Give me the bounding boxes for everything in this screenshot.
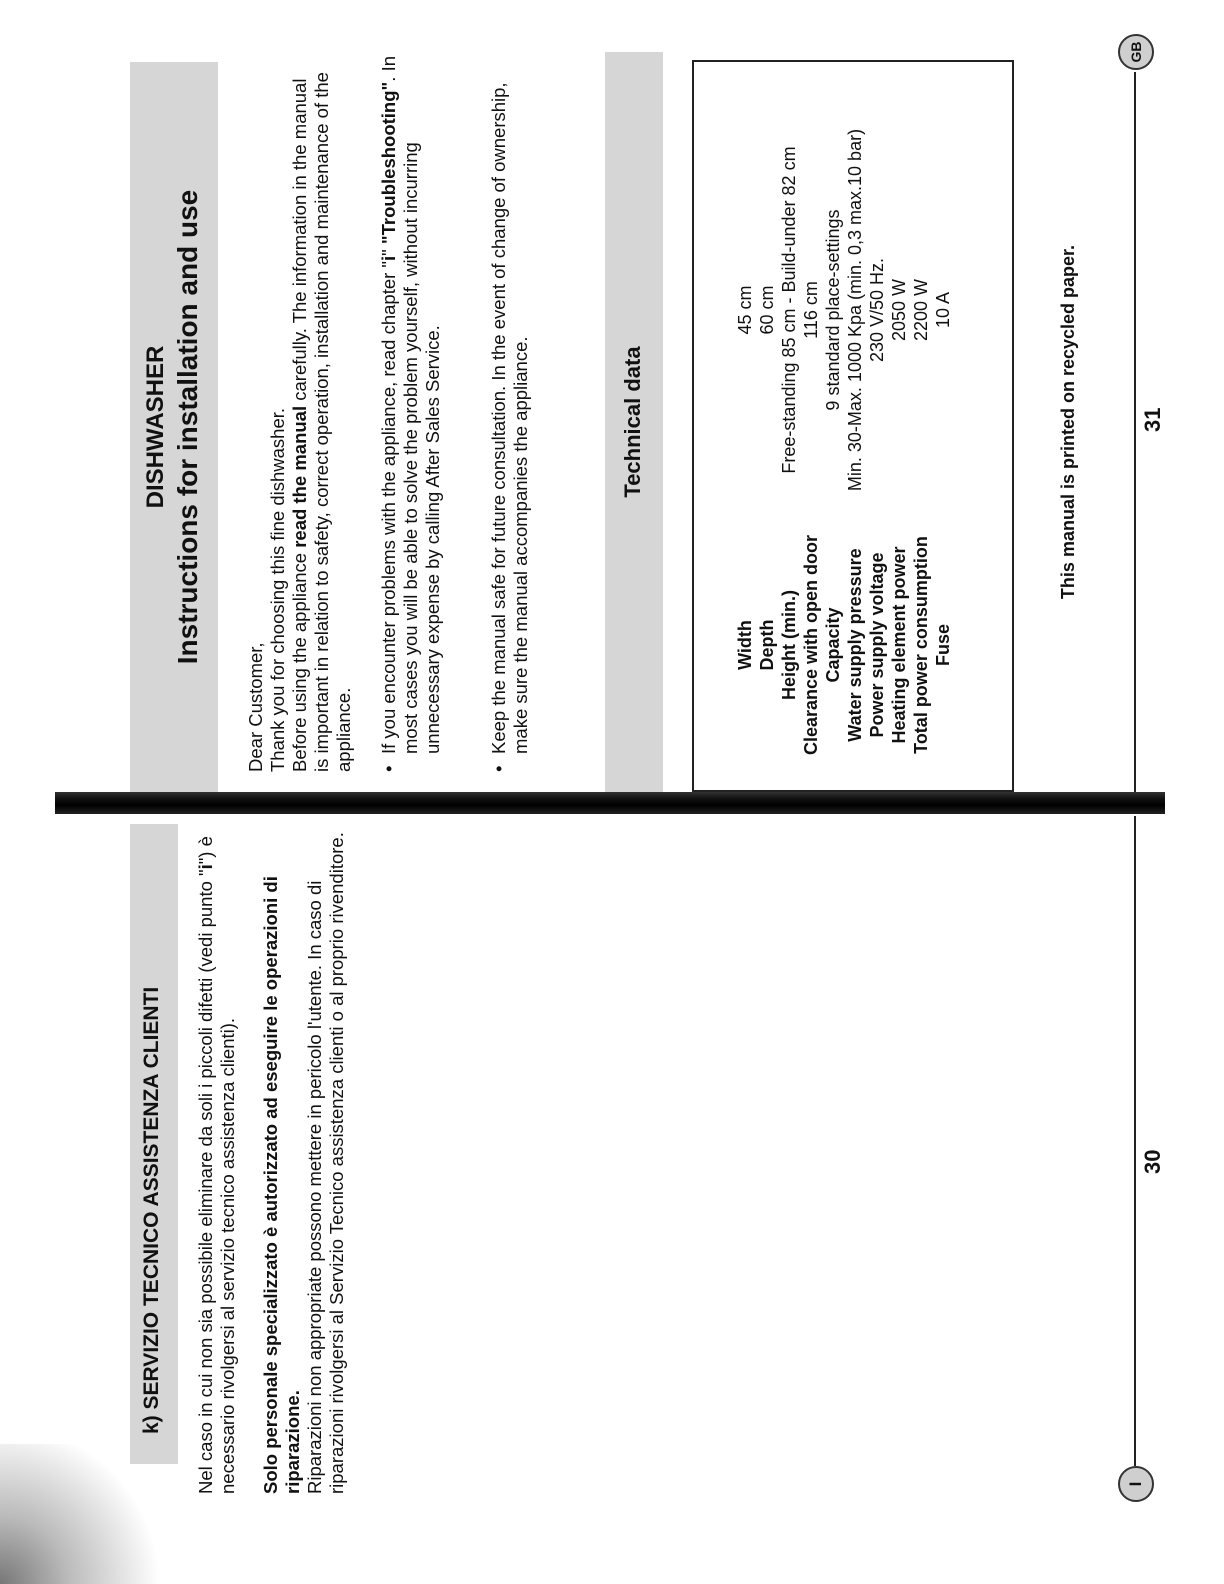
intro-bold: read the manual <box>289 405 310 548</box>
page-fold <box>55 792 1165 814</box>
spec-label: Water supply pressure <box>845 548 865 742</box>
spec-row <box>756 100 778 770</box>
title: DISHWASHER <box>142 345 169 509</box>
spec-value: 2200 W <box>911 278 931 342</box>
spec-value: Min. 30-Max. 1000 Kpa (min. 0,3 max.10 bar) <box>845 128 865 492</box>
spec-value: 60 cm <box>757 285 777 335</box>
intro-line: Thank you for choosing this fine dishwasher. <box>267 407 288 772</box>
left-para1-end: ") è necessario rivolgersi al servizio tecnico assistenza clienti). <box>195 836 238 1494</box>
spec-value: 230 V/50 Hz. <box>867 257 887 363</box>
intro-start: Before using the appliance <box>289 547 310 772</box>
bullet-troubleshooting <box>378 54 444 772</box>
spec-rows <box>734 100 954 770</box>
spec-value: Free-standing 85 cm - Build-under 82 cm <box>779 146 799 474</box>
left-para2-bold: Solo personale specializzato è autorizzato ad eseguire le operazioni di riparazione. <box>260 876 303 1494</box>
intro-paragraph <box>289 72 355 772</box>
spec-value: 2050 W <box>889 278 909 342</box>
spec-value: 45 cm <box>735 285 755 335</box>
spec-value: 10 A <box>933 291 953 329</box>
spec-table <box>734 100 954 770</box>
spec-row <box>778 100 800 770</box>
bullet2-text: Keep the manual safe for future consultation. In the event of change of ownership, make sure the manual accompanies the appliance. <box>488 82 531 754</box>
scan-shadow <box>0 1444 180 1584</box>
technical-data-box <box>692 60 1014 792</box>
bullet1-bold: "Troubleshooting" <box>378 81 399 245</box>
spec-row <box>888 100 910 770</box>
spec-row <box>910 100 932 770</box>
left-para1-start: Nel caso in cui non sia possibile eliminare da soli i piccoli difetti (vedi punto " <box>195 869 216 1494</box>
intro-block <box>245 72 355 772</box>
bullet-dot-1: • <box>378 765 399 772</box>
spec-row <box>734 100 756 770</box>
spec-row <box>866 100 888 770</box>
recycled-note: This manual is printed on recycled paper. <box>1058 244 1078 600</box>
left-para2-text: Riparazioni non appropriate possono mettere in pericolo l'utente. In caso di riparazioni rivolgersi al Servizio Tecnico assistenza clienti o al proprio rivenditore. <box>304 832 347 1494</box>
left-footer-rule <box>1134 816 1136 1466</box>
spec-row <box>800 100 822 770</box>
spec-label: Capacity <box>823 607 843 683</box>
spec-value: 116 cm <box>801 281 821 339</box>
subtitle: Instructions for installation and use <box>172 189 203 665</box>
intro-end: carefully. The information in the manual is important in relation to safety, correct operation, installation and maintenance of the appliance. <box>289 72 354 772</box>
spec-label: Width <box>735 620 755 670</box>
bullet1-quote: " <box>378 244 399 256</box>
bullet1-start: If you encounter problems with the appliance, read chapter " <box>378 261 399 754</box>
spec-label: Height (min.) <box>779 590 799 700</box>
technical-data-heading: Technical data <box>620 346 645 498</box>
right-page-number: 31 <box>1140 407 1165 432</box>
spec-label: Heating element power <box>889 546 909 744</box>
spec-row <box>822 100 844 770</box>
bullet1-ref: i <box>378 255 399 261</box>
spec-label: Clearance with open door <box>801 534 821 756</box>
spec-row <box>932 100 954 770</box>
spec-row <box>844 100 866 770</box>
left-paragraph-1 <box>195 794 239 1494</box>
spec-label: Power supply voltage <box>867 552 887 738</box>
language-badge-english: GB <box>1118 34 1154 70</box>
spec-label: Depth <box>757 619 777 671</box>
bullet1-end: . In most cases you will be able to solve the problem yourself, without incurring unnecessary expense by calling After Sales Service. <box>378 55 443 754</box>
spec-value: 9 standard place-settings <box>823 209 843 411</box>
left-page-number: 30 <box>1140 1149 1165 1174</box>
language-badge-italian: I <box>1118 1466 1154 1502</box>
left-heading: k) SERVIZIO TECNICO ASSISTENZA CLIENTI <box>140 986 163 1434</box>
bullet-keep-manual <box>488 54 532 772</box>
left-page <box>0 814 1224 1584</box>
right-footer-rule <box>1134 72 1136 792</box>
left-para1-ref: i <box>195 864 216 870</box>
left-paragraph-2 <box>260 794 348 1494</box>
spec-label: Total power consumption <box>911 536 931 754</box>
greeting: Dear Customer, <box>245 642 266 772</box>
spec-label: Fuse <box>933 624 953 667</box>
bullet-dot-2: • <box>488 765 509 772</box>
